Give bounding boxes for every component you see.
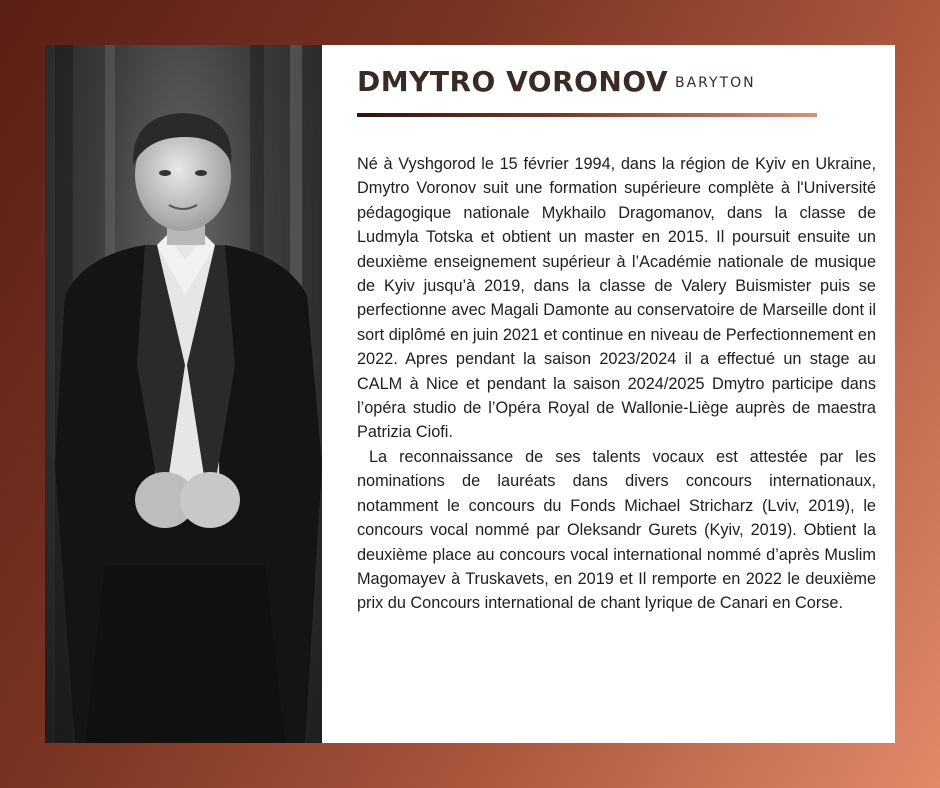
- bio-paragraph-2: [357, 445, 876, 616]
- biography: [357, 152, 876, 616]
- portrait-photo: [45, 45, 322, 743]
- bio-paragraph-2-text: La reconnaissance de ses talents vocaux est attestée par les nominations de lauréats dans divers concours internationaux, notamment le concours du Fonds Michael Stricharz (Lviv, 2019), le concours vocal nommé par Oleksandr Gurets (Kyiv, 2019). Obtient la deuxième place au concours vocal international nommé d’après Muslim Magomayev à Truskavets, en 2019 et Il remporte en 2022 le deuxième prix du Concours international de chant lyrique de Canari en Corse.: [357, 447, 877, 613]
- performer-name: DMYTRO VORONOV: [357, 65, 669, 98]
- voice-type: BARYTON: [675, 75, 756, 91]
- portrait-illustration: [45, 45, 322, 743]
- bio-card: [45, 45, 895, 743]
- title-divider: [357, 113, 817, 117]
- bio-paragraph-1: Né à Vyshgorod le 15 février 1994, dans la région de Kyiv en Ukraine, Dmytro Voronov suit une formation supérieure complète à l'Université pédagogique nationale Mykhailo Dragomanov, dans la classe de Ludmyla Totska et obtient un master en 2015. Il poursuit ensuite un deuxième enseignement supérieur à l’Académie nationale de musique de Kyiv jusqu’à 2019, dans la classe de Valery Buismister puis se perfectionne avec Magali Damonte au conservatoire de Marseille dont il sort diplômé en juin 2021 et continue en niveau de Perfectionnement en 2022. Apres pendant la saison 2023/2024 il a effectué un stage au CALM à Nice et pendant la saison 2024/2025 Dmytro participe dans l’opéra studio de l’Opéra Royal de Wallonie-Liège auprès de maestra Patrizia Ciofi.: [357, 155, 876, 442]
